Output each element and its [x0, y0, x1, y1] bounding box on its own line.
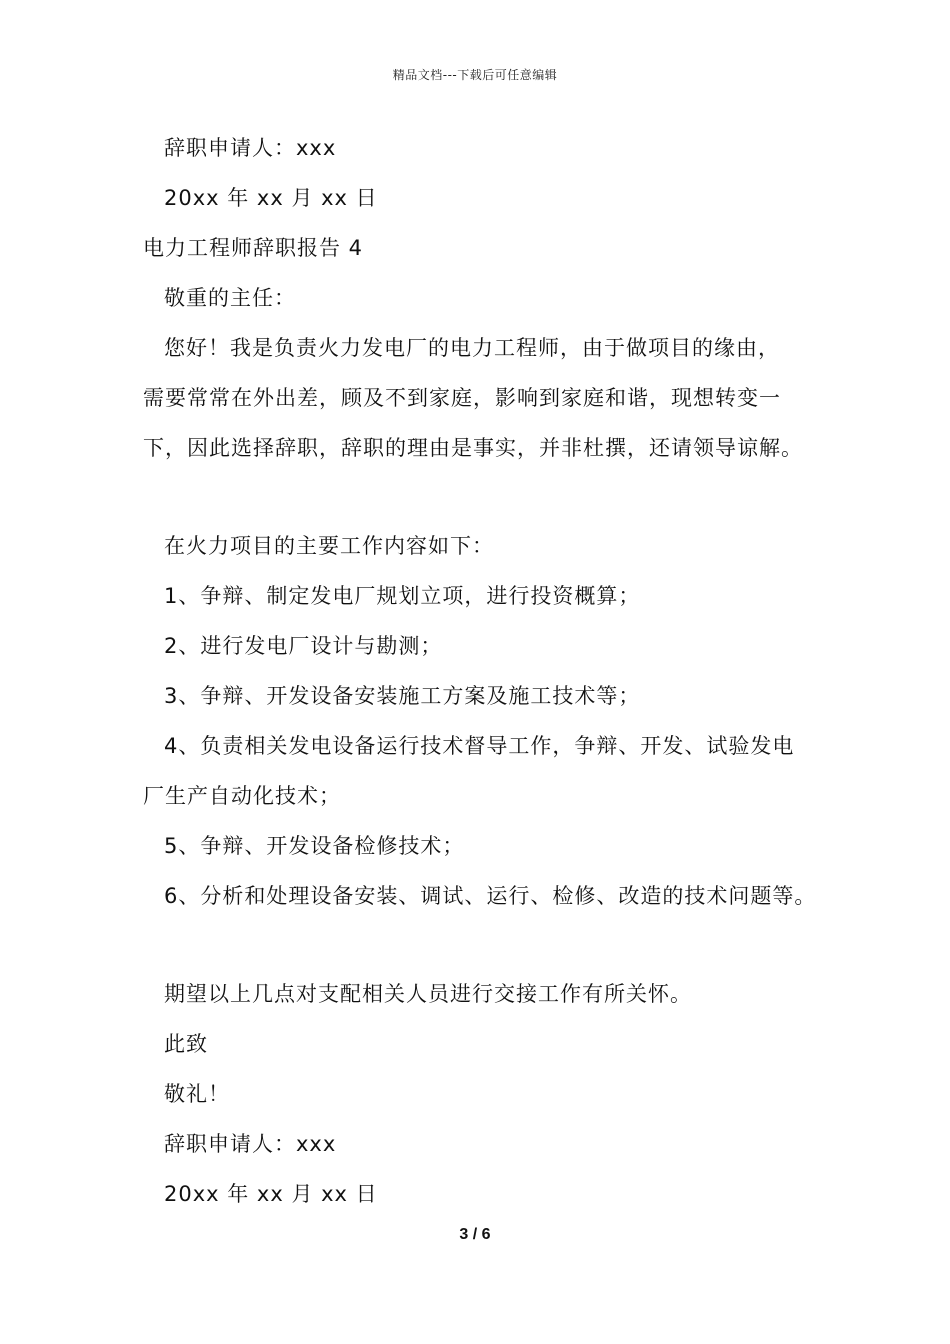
signature-applicant: 辞职申请人：xxx — [164, 1132, 337, 1156]
list-item-continuation: 厂生产自动化技术； — [143, 784, 341, 808]
closing-regards: 敬礼！ — [164, 1082, 230, 1106]
list-intro: 在火力项目的主要工作内容如下： — [164, 534, 494, 558]
list-item: 1、争辩、制定发电厂规划立项，进行投资概算； — [164, 584, 641, 608]
document-title: 电力工程师辞职报告 4 — [143, 236, 364, 260]
salutation: 敬重的主任： — [164, 286, 296, 310]
signature-date: 20xx 年 xx 月 xx 日 — [164, 186, 378, 210]
closing-paragraph: 期望以上几点对支配相关人员进行交接工作有所关怀。 — [164, 982, 692, 1006]
list-item: 3、争辩、开发设备安装施工方案及施工技术等； — [164, 684, 641, 708]
paragraph-line: 您好！我是负责火力发电厂的电力工程师，由于做项目的缘由， — [164, 336, 780, 360]
page-number: 3 / 6 — [459, 1226, 491, 1243]
signature-date: 20xx 年 xx 月 xx 日 — [164, 1182, 378, 1206]
signature-applicant: 辞职申请人：xxx — [164, 136, 337, 160]
list-item: 5、争辩、开发设备检修技术； — [164, 834, 465, 858]
list-item: 2、进行发电厂设计与勘测； — [164, 634, 443, 658]
list-item: 4、负责相关发电设备运行技术督导工作，争辩、开发、试验发电 — [164, 734, 795, 758]
paragraph-line: 需要常常在外出差，顾及不到家庭，影响到家庭和谐，现想转变一 — [143, 386, 781, 410]
paragraph-line: 下，因此选择辞职，辞职的理由是事实，并非杜撰，还请领导谅解。 — [143, 436, 803, 460]
page-header: 精品文档---下载后可任意编辑 — [392, 68, 558, 82]
closing-salutation: 此致 — [164, 1032, 208, 1056]
list-item: 6、分析和处理设备安装、调试、运行、检修、改造的技术问题等。 — [164, 884, 817, 908]
